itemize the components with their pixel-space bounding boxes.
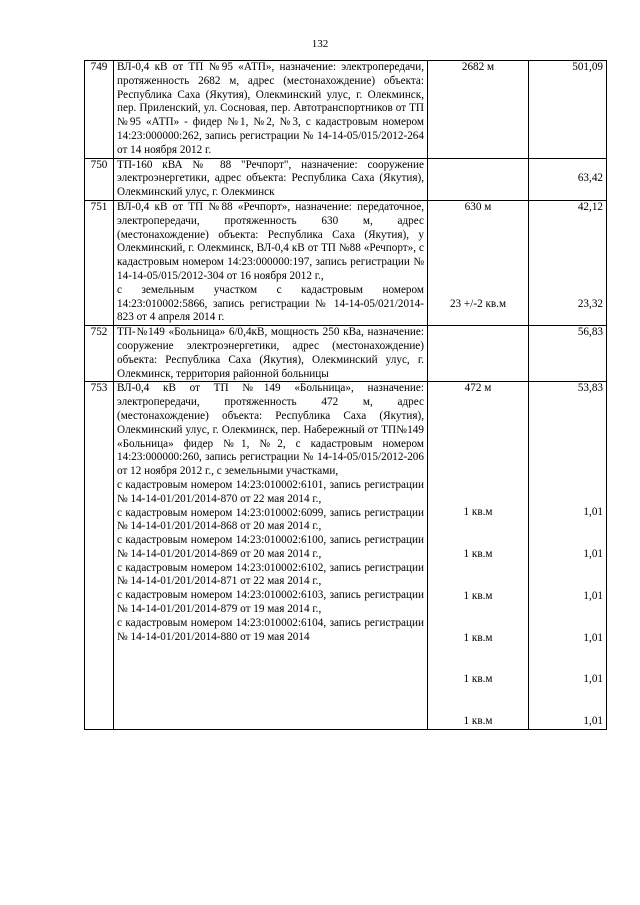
sub-description: с кадастровым номером 14:23:010002:6100, запись регистрации № 14-14-01/201/2014-869 от 20 мая 2014 г., bbox=[117, 534, 424, 560]
sub-description: с кадастровым номером 14:23:010002:6103, запись регистрации № 14-14-01/201/2014-879 от 19 мая 2014 г., bbox=[117, 589, 424, 616]
row-number: 751 bbox=[85, 200, 114, 325]
table-row bbox=[85, 200, 607, 325]
row-area: 630 м bbox=[464, 200, 492, 213]
sub-description: с кадастровым номером 14:23:010002:6101, запись регистрации № 14-14-01/201/2014-870 от 22 мая 2014 г., bbox=[117, 478, 424, 505]
table-row bbox=[85, 61, 607, 159]
row-area-group bbox=[428, 200, 529, 325]
sub-description: с кадастровым номером 14:23:010002:6102, запись регистрации № 14-14-01/201/2014-871 от 22 мая 2014 г., bbox=[117, 561, 424, 588]
sub-description: с кадастровым номером 14:23:010002:6104, запись регистрации № 14-14-01/201/2014-880 от 19 мая 2014 bbox=[117, 616, 424, 643]
sub-area: 1 кв.м bbox=[463, 715, 493, 728]
page-number: 132 bbox=[311, 38, 329, 50]
row-number: 750 bbox=[85, 158, 114, 200]
table-row bbox=[85, 158, 607, 200]
row-description: ВЛ-0,4 кВ от ТП №88 «Речпорт», назначение: передаточное, электропередачи, протяженность 630 м, адрес (местонахождение) объекта: Республика Саха (Якутия), у Олекминский, г. Олекминск, ВЛ-0,4 кВ от ТП №88 «Речпорт», с кадастровым номером 14:23:000000:197, запись регистрации № 14-14-05/015/2012-304 от 16 ноября 2012 г., bbox=[117, 200, 424, 282]
row-description: ВЛ-0,4 кВ от ТП №95 «АТП», назначение: электропередачи, протяженность 2682 м, адрес (местонахождение) объекта: Республика Саха (Якутия), Олекминский улус, г. Олекминск, пер. Приленский, ул. Сосновая, пер. Автотранспортников от ТП №95 «АТП» - фидер №1, №2, №3, с кадастровым номером 14:23:000000:262, запись регистрации № 14-14-05/015/2012-264 от 14 ноября 2012 г. bbox=[114, 61, 428, 159]
property-table bbox=[84, 60, 607, 730]
sub-value: 1,01 bbox=[583, 715, 603, 728]
row-area-group bbox=[428, 382, 529, 730]
sub-area: 1 кв.м bbox=[463, 506, 493, 519]
row-description: ТП-160 кВА № 88 "Речпорт", назначение: сооружение электроэнергетики, адрес объекта: Республика Саха (Якутия), Олекминский улус, г. Олекминск bbox=[114, 158, 428, 200]
sub-value: 1,01 bbox=[583, 673, 603, 686]
row-number: 752 bbox=[85, 326, 114, 382]
row-description: ВЛ-0,4 кВ от ТП №149 «Больница», назначение: электропередачи, протяженность 472 м, адрес (местонахождение) объекта: Республика Саха (Якутия), Олекминский улус, г. Олекминск, пер. Набережный от ТП№149 «Больница» фидер №1, №2, с кадастровым номером 14:23:000000:260, запись регистрации № 14-14-05/015/2012-206 от 12 ноября 2012 г., с земельными участками, bbox=[117, 382, 424, 478]
sub-value: 1,01 bbox=[583, 547, 603, 560]
sub-area: 1 кв.м bbox=[463, 631, 493, 644]
row-description: ТП-№149 «Больница» 6/0,4кВ, мощность 250 кВа, назначение: сооружение электроэнергетики, адрес (местонахождение) объекта: Республика Саха (Якутия), Олекминский улус, г. Олекминск, территория районной больницы bbox=[114, 326, 428, 382]
table-row bbox=[85, 382, 607, 730]
row-number: 753 bbox=[85, 382, 114, 730]
sub-value: 1,01 bbox=[583, 589, 603, 602]
row-description-group bbox=[114, 200, 428, 325]
row-value-group bbox=[529, 382, 607, 730]
row-value-group bbox=[529, 200, 607, 325]
sub-area: 1 кв.м bbox=[463, 673, 493, 686]
row-area bbox=[428, 158, 529, 200]
sub-description: с кадастровым номером 14:23:010002:6099, запись регистрации № 14-14-01/201/2014-868 от 20 мая 2014 г., bbox=[117, 506, 424, 533]
sub-area: 1 кв.м bbox=[463, 589, 493, 602]
sub-value: 1,01 bbox=[583, 506, 603, 519]
row-area: 472 м bbox=[464, 382, 492, 395]
row-value: 42,12 bbox=[577, 200, 603, 213]
table-row bbox=[85, 326, 607, 382]
row-number: 749 bbox=[85, 61, 114, 159]
row-value: 56,83 bbox=[529, 326, 607, 382]
row-area: 2682 м bbox=[428, 61, 529, 159]
row-value: 53,83 bbox=[577, 382, 603, 395]
row-value: 501,09 bbox=[529, 61, 607, 159]
row-description-group bbox=[114, 382, 428, 730]
sub-area: 1 кв.м bbox=[463, 547, 493, 560]
sub-area: 23 +/-2 кв.м bbox=[449, 297, 507, 310]
sub-value: 23,32 bbox=[577, 297, 603, 310]
row-value: 63,42 bbox=[529, 158, 607, 200]
row-area bbox=[428, 326, 529, 382]
sub-description: с земельным участком с кадастровым номером 14:23:010002:5866, запись регистрации № 14-14-05/021/2014-823 от 4 апреля 2014 г. bbox=[117, 283, 424, 324]
sub-value: 1,01 bbox=[583, 631, 603, 644]
